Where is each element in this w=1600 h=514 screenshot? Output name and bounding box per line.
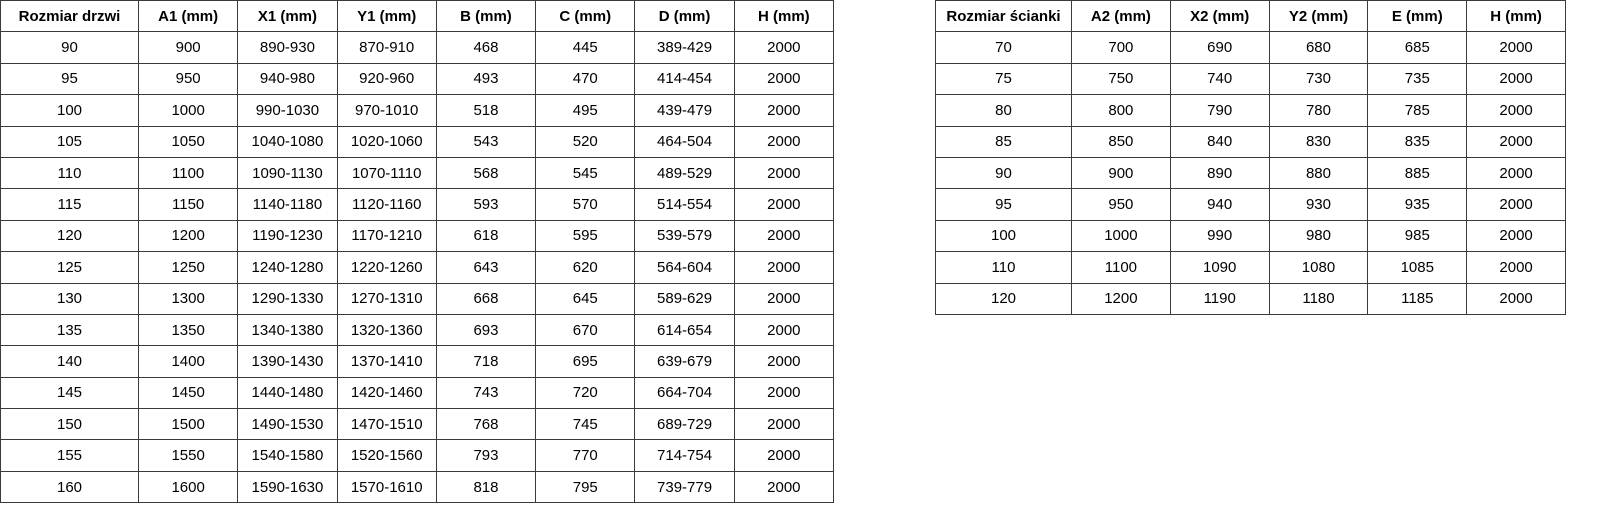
table-cell: 1240-1280 [238, 252, 337, 283]
table-cell: 100 [936, 220, 1072, 251]
table-cell: 2000 [734, 157, 833, 188]
table-cell: 160 [1, 471, 139, 502]
table-cell: 693 [436, 314, 535, 345]
table-cell: 990 [1170, 220, 1269, 251]
table-cell: 464-504 [635, 126, 734, 157]
column-header: C (mm) [536, 1, 635, 32]
door-size-table-header [1, 1, 834, 32]
table-cell: 1290-1330 [238, 283, 337, 314]
table-cell: 120 [936, 283, 1072, 314]
column-header: B (mm) [436, 1, 535, 32]
column-header: A2 (mm) [1072, 1, 1171, 32]
table-cell: 714-754 [635, 440, 734, 471]
table-cell: 1180 [1269, 283, 1368, 314]
table-cell: 664-704 [635, 377, 734, 408]
table-cell: 780 [1269, 95, 1368, 126]
table-cell: 970-1010 [337, 95, 436, 126]
wall-panel-size-table-header [936, 1, 1566, 32]
table-cell: 1100 [1072, 252, 1171, 283]
table-cell: 750 [1072, 63, 1171, 94]
table-row [936, 32, 1566, 63]
table-cell: 2000 [734, 409, 833, 440]
table-cell: 1470-1510 [337, 409, 436, 440]
table-cell: 1090-1130 [238, 157, 337, 188]
table-cell: 990-1030 [238, 95, 337, 126]
table-row [1, 126, 834, 157]
table-cell: 1250 [139, 252, 238, 283]
table-cell: 2000 [734, 32, 833, 63]
table-cell: 2000 [1467, 220, 1566, 251]
table-cell: 589-629 [635, 283, 734, 314]
table-cell: 740 [1170, 63, 1269, 94]
column-header: Rozmiar ścianki [936, 1, 1072, 32]
table-cell: 493 [436, 63, 535, 94]
table-cell: 80 [936, 95, 1072, 126]
table-cell: 950 [1072, 189, 1171, 220]
table-cell: 1200 [139, 220, 238, 251]
column-header: E (mm) [1368, 1, 1467, 32]
table-cell: 2000 [734, 314, 833, 345]
table-cell: 1320-1360 [337, 314, 436, 345]
table-row [1, 283, 834, 314]
table-cell: 543 [436, 126, 535, 157]
table-cell: 1040-1080 [238, 126, 337, 157]
table-cell: 439-479 [635, 95, 734, 126]
table-cell: 1420-1460 [337, 377, 436, 408]
table-cell: 745 [536, 409, 635, 440]
table-cell: 840 [1170, 126, 1269, 157]
table-cell: 518 [436, 95, 535, 126]
table-cell: 1185 [1368, 283, 1467, 314]
table-cell: 95 [1, 63, 139, 94]
table-row [1, 409, 834, 440]
table-cell: 689-729 [635, 409, 734, 440]
table-cell: 1590-1630 [238, 471, 337, 502]
table-cell: 1550 [139, 440, 238, 471]
table-cell: 1085 [1368, 252, 1467, 283]
table-cell: 1570-1610 [337, 471, 436, 502]
table-cell: 489-529 [635, 157, 734, 188]
table-row [936, 95, 1566, 126]
table-row [936, 189, 1566, 220]
table-cell: 770 [536, 440, 635, 471]
table-cell: 2000 [1467, 63, 1566, 94]
table-cell: 1370-1410 [337, 346, 436, 377]
table-cell: 720 [536, 377, 635, 408]
table-cell: 2000 [734, 95, 833, 126]
table-cell: 135 [1, 314, 139, 345]
table-cell: 1350 [139, 314, 238, 345]
table-cell: 1090 [1170, 252, 1269, 283]
table-cell: 1150 [139, 189, 238, 220]
table-cell: 1070-1110 [337, 157, 436, 188]
table-cell: 885 [1368, 157, 1467, 188]
table-cell: 930 [1269, 189, 1368, 220]
table-cell: 1220-1260 [337, 252, 436, 283]
table-cell: 85 [936, 126, 1072, 157]
table-cell: 2000 [734, 283, 833, 314]
table-cell: 614-654 [635, 314, 734, 345]
table-cell: 1520-1560 [337, 440, 436, 471]
table-cell: 620 [536, 252, 635, 283]
table-cell: 950 [139, 63, 238, 94]
table-cell: 539-579 [635, 220, 734, 251]
table-cell: 680 [1269, 32, 1368, 63]
table-cell: 880 [1269, 157, 1368, 188]
table-cell: 1400 [139, 346, 238, 377]
table-cell: 1120-1160 [337, 189, 436, 220]
table-cell: 2000 [1467, 283, 1566, 314]
table-row [1, 63, 834, 94]
table-cell: 718 [436, 346, 535, 377]
table-cell: 670 [536, 314, 635, 345]
column-header: H (mm) [734, 1, 833, 32]
wall-panel-size-table [935, 0, 1566, 315]
table-cell: 900 [139, 32, 238, 63]
table-cell: 125 [1, 252, 139, 283]
table-row [1, 440, 834, 471]
table-cell: 2000 [1467, 252, 1566, 283]
table-cell: 568 [436, 157, 535, 188]
table-cell: 1540-1580 [238, 440, 337, 471]
table-cell: 130 [1, 283, 139, 314]
table-cell: 1340-1380 [238, 314, 337, 345]
table-cell: 389-429 [635, 32, 734, 63]
table-cell: 564-604 [635, 252, 734, 283]
table-row [1, 346, 834, 377]
table-cell: 90 [1, 32, 139, 63]
table-row [1, 220, 834, 251]
column-header: Rozmiar drzwi [1, 1, 139, 32]
table-cell: 115 [1, 189, 139, 220]
door-size-table-body [1, 32, 834, 503]
table-row [936, 157, 1566, 188]
column-header: D (mm) [635, 1, 734, 32]
table-cell: 1020-1060 [337, 126, 436, 157]
table-cell: 570 [536, 189, 635, 220]
table-row [936, 126, 1566, 157]
table-row [936, 252, 1566, 283]
table-cell: 2000 [734, 252, 833, 283]
table-cell: 495 [536, 95, 635, 126]
table-cell: 1390-1430 [238, 346, 337, 377]
table-cell: 980 [1269, 220, 1368, 251]
table-cell: 595 [536, 220, 635, 251]
table-cell: 818 [436, 471, 535, 502]
table-cell: 870-910 [337, 32, 436, 63]
table-cell: 1140-1180 [238, 189, 337, 220]
table-cell: 75 [936, 63, 1072, 94]
column-header: X1 (mm) [238, 1, 337, 32]
table-cell: 643 [436, 252, 535, 283]
column-header: A1 (mm) [139, 1, 238, 32]
table-row [1, 32, 834, 63]
wall-panel-size-table-body [936, 32, 1566, 315]
column-header: Y1 (mm) [337, 1, 436, 32]
table-cell: 100 [1, 95, 139, 126]
header-row [936, 1, 1566, 32]
table-cell: 835 [1368, 126, 1467, 157]
table-cell: 1170-1210 [337, 220, 436, 251]
table-cell: 743 [436, 377, 535, 408]
table-cell: 110 [936, 252, 1072, 283]
table-cell: 830 [1269, 126, 1368, 157]
table-cell: 890-930 [238, 32, 337, 63]
table-cell: 695 [536, 346, 635, 377]
table-cell: 685 [1368, 32, 1467, 63]
table-row [1, 189, 834, 220]
table-cell: 1300 [139, 283, 238, 314]
table-cell: 1190 [1170, 283, 1269, 314]
table-cell: 105 [1, 126, 139, 157]
table-cell: 890 [1170, 157, 1269, 188]
table-cell: 2000 [734, 440, 833, 471]
table-cell: 155 [1, 440, 139, 471]
table-cell: 90 [936, 157, 1072, 188]
table-cell: 514-554 [635, 189, 734, 220]
table-cell: 593 [436, 189, 535, 220]
table-cell: 700 [1072, 32, 1171, 63]
table-cell: 940-980 [238, 63, 337, 94]
table-row [1, 95, 834, 126]
table-cell: 120 [1, 220, 139, 251]
table-cell: 785 [1368, 95, 1467, 126]
table-cell: 800 [1072, 95, 1171, 126]
table-cell: 1200 [1072, 283, 1171, 314]
table-cell: 2000 [734, 220, 833, 251]
table-row [1, 471, 834, 502]
table-cell: 2000 [734, 63, 833, 94]
table-cell: 520 [536, 126, 635, 157]
table-cell: 1450 [139, 377, 238, 408]
table-cell: 2000 [734, 346, 833, 377]
table-cell: 690 [1170, 32, 1269, 63]
table-cell: 2000 [1467, 32, 1566, 63]
table-cell: 2000 [734, 377, 833, 408]
table-cell: 150 [1, 409, 139, 440]
table-cell: 145 [1, 377, 139, 408]
table-cell: 935 [1368, 189, 1467, 220]
table-cell: 2000 [734, 471, 833, 502]
table-cell: 2000 [734, 126, 833, 157]
table-cell: 920-960 [337, 63, 436, 94]
table-cell: 70 [936, 32, 1072, 63]
table-cell: 2000 [1467, 157, 1566, 188]
table-cell: 940 [1170, 189, 1269, 220]
table-cell: 470 [536, 63, 635, 94]
table-cell: 730 [1269, 63, 1368, 94]
table-row [1, 157, 834, 188]
table-cell: 768 [436, 409, 535, 440]
table-cell: 1270-1310 [337, 283, 436, 314]
table-cell: 1000 [1072, 220, 1171, 251]
table-cell: 1600 [139, 471, 238, 502]
table-cell: 468 [436, 32, 535, 63]
table-cell: 445 [536, 32, 635, 63]
table-cell: 110 [1, 157, 139, 188]
table-cell: 618 [436, 220, 535, 251]
table-cell: 639-679 [635, 346, 734, 377]
table-cell: 1080 [1269, 252, 1368, 283]
table-cell: 1100 [139, 157, 238, 188]
table-cell: 95 [936, 189, 1072, 220]
table-cell: 795 [536, 471, 635, 502]
table-cell: 1050 [139, 126, 238, 157]
table-cell: 2000 [1467, 126, 1566, 157]
column-header: Y2 (mm) [1269, 1, 1368, 32]
table-cell: 900 [1072, 157, 1171, 188]
table-cell: 1440-1480 [238, 377, 337, 408]
table-row [936, 220, 1566, 251]
header-row [1, 1, 834, 32]
table-cell: 1190-1230 [238, 220, 337, 251]
table-row [1, 377, 834, 408]
column-header: X2 (mm) [1170, 1, 1269, 32]
table-cell: 850 [1072, 126, 1171, 157]
table-cell: 793 [436, 440, 535, 471]
table-row [936, 283, 1566, 314]
table-cell: 668 [436, 283, 535, 314]
table-cell: 790 [1170, 95, 1269, 126]
table-cell: 645 [536, 283, 635, 314]
table-cell: 2000 [1467, 95, 1566, 126]
table-cell: 1000 [139, 95, 238, 126]
table-cell: 2000 [1467, 189, 1566, 220]
table-row [936, 63, 1566, 94]
column-header: H (mm) [1467, 1, 1566, 32]
table-cell: 735 [1368, 63, 1467, 94]
table-cell: 545 [536, 157, 635, 188]
table-cell: 414-454 [635, 63, 734, 94]
table-cell: 739-779 [635, 471, 734, 502]
table-row [1, 314, 834, 345]
table-cell: 2000 [734, 189, 833, 220]
table-cell: 1500 [139, 409, 238, 440]
table-cell: 140 [1, 346, 139, 377]
table-cell: 985 [1368, 220, 1467, 251]
table-cell: 1490-1530 [238, 409, 337, 440]
table-row [1, 252, 834, 283]
